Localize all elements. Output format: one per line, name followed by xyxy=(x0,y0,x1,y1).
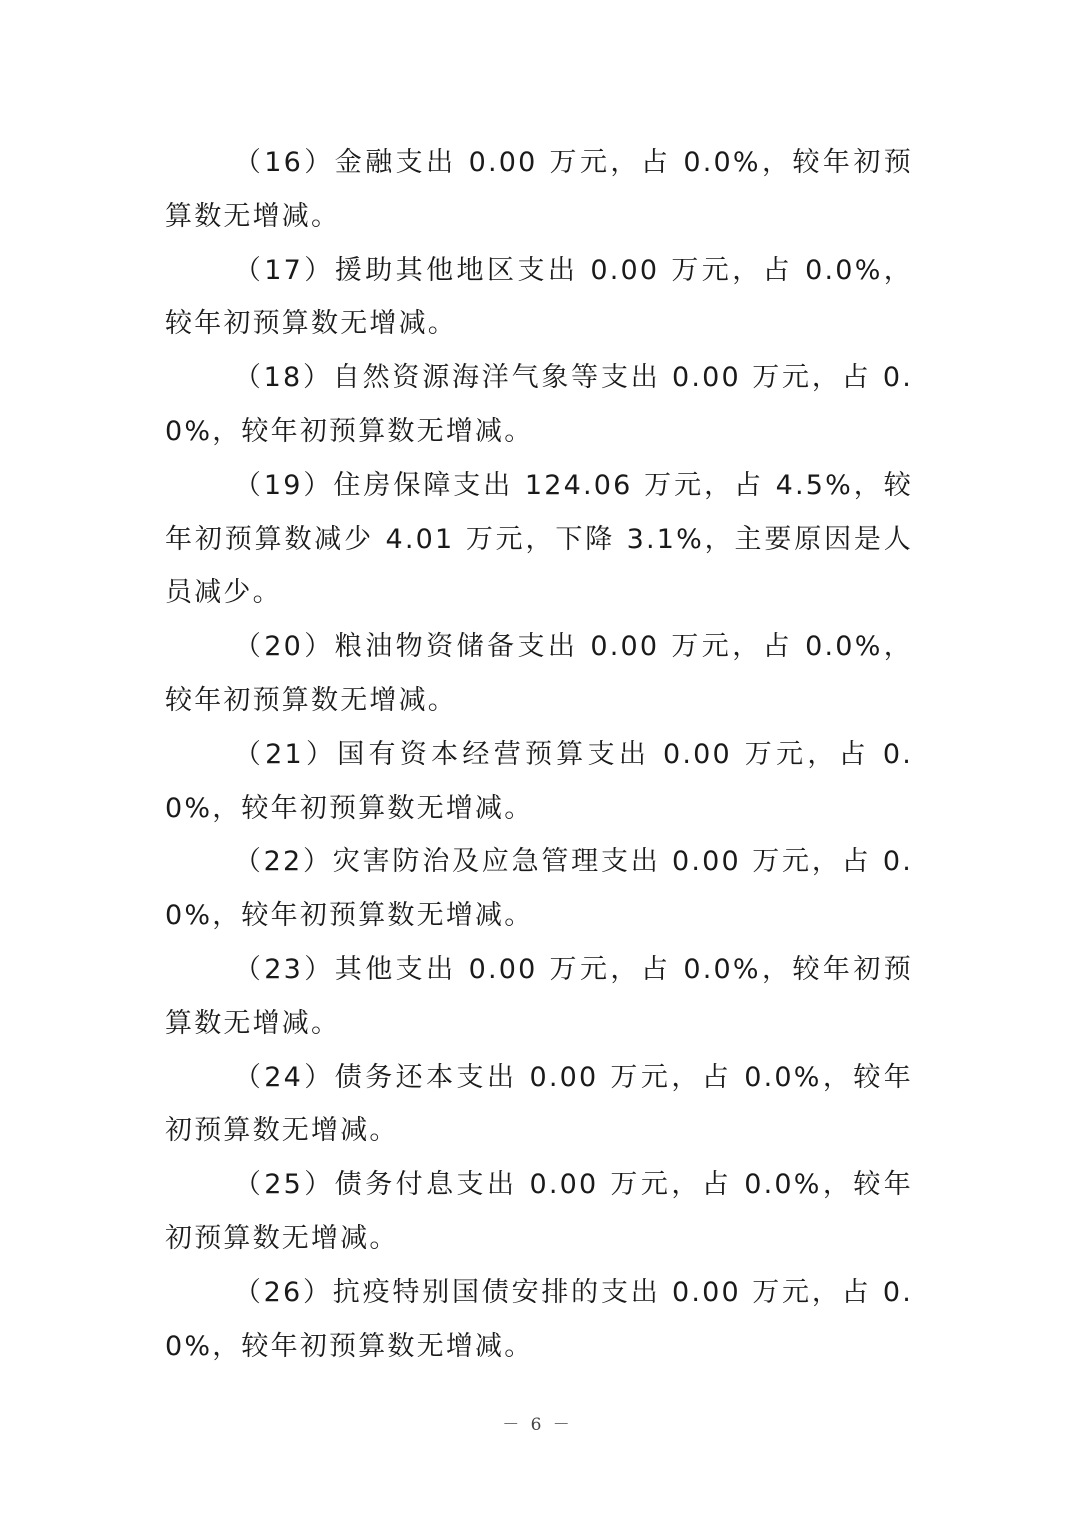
paragraph-item-20: （20）粮油物资储备支出 0.00 万元，占 0.0%，较年初预算数无增减。 xyxy=(165,631,913,716)
paragraph-item-22: （22）灾害防治及应急管理支出 0.00 万元，占 0.0%，较年初预算数无增减。 xyxy=(165,846,913,932)
page-number: － 6 － xyxy=(502,1415,573,1435)
paragraph-item-17: （17）援助其他地区支出 0.00 万元，占 0.0%，较年初预算数无增减。 xyxy=(165,254,913,340)
paragraph-item-24: （24）债务还本支出 0.00 万元，占 0.0%，较年初预算数无增减。 xyxy=(165,1061,913,1147)
paragraph-item-19: （19）住房保障支出 124.06 万元，占 4.5%，较年初预算数减少 4.01 万元，下降 3.1%，主要原因是人员减少。 xyxy=(165,469,913,609)
paragraph-item-16: （16）金融支出 0.00 万元，占 0.0%，较年初预算数无增减。 xyxy=(165,147,913,232)
paragraph-item-26: （26）抗疫特别国债安排的支出 0.00 万元，占 0.0%，较年初预算数无增减。 xyxy=(165,1276,913,1362)
paragraph-item-23: （23）其他支出 0.00 万元，占 0.0%，较年初预算数无增减。 xyxy=(165,953,913,1039)
paragraph-item-25: （25）债务付息支出 0.00 万元，占 0.0%，较年初预算数无增减。 xyxy=(165,1169,913,1254)
document-body xyxy=(165,136,913,1373)
paragraph-item-18: （18）自然资源海洋气象等支出 0.00 万元，占 0.0%，较年初预算数无增减。 xyxy=(165,362,913,447)
paragraph-item-21: （21）国有资本经营预算支出 0.00 万元，占 0.0%，较年初预算数无增减。 xyxy=(165,738,913,824)
